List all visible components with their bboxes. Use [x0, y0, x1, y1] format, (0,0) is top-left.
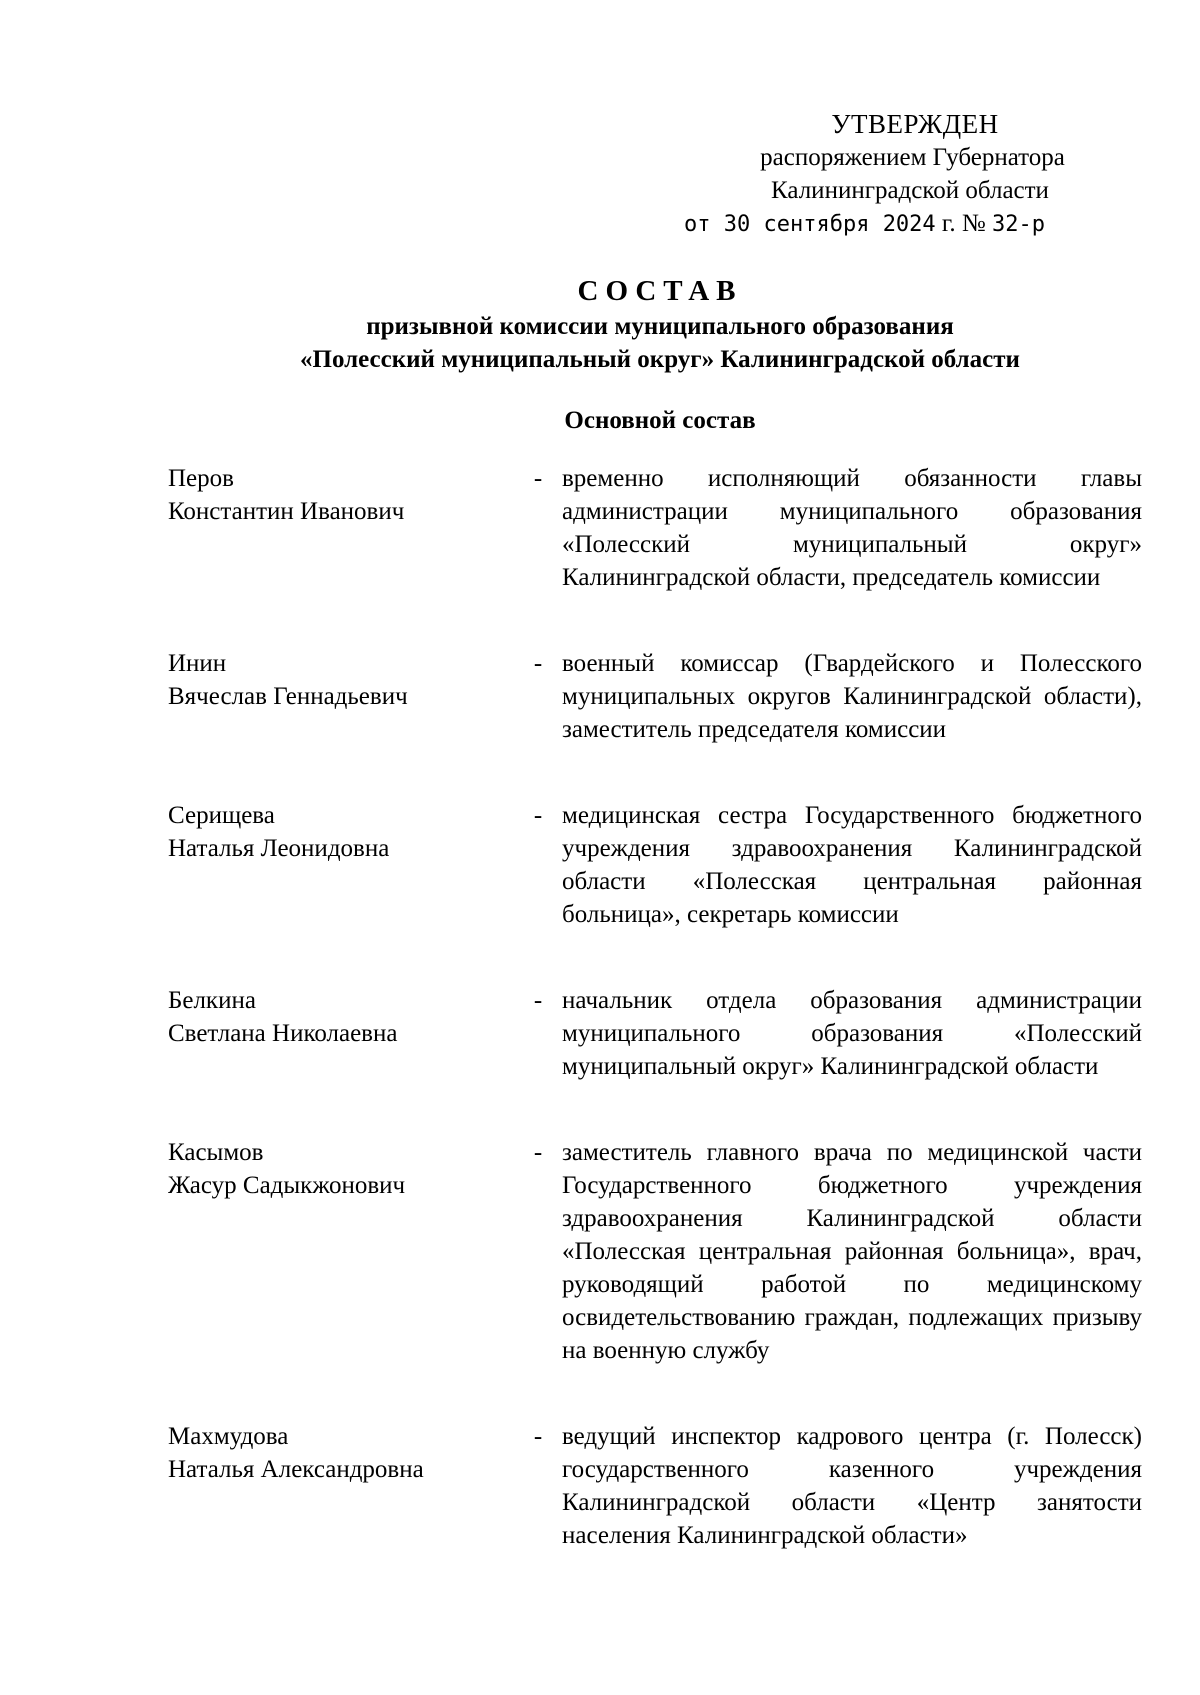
members-list [168, 462, 1158, 1605]
member-role [562, 1136, 1142, 1367]
member-dash: - [533, 987, 543, 1014]
member-surname: Касымов [168, 1139, 264, 1166]
member-surname: Махмудова [168, 1423, 289, 1450]
member-name [168, 1420, 518, 1552]
document-subtitle-2: «Полесский муниципальный округ» Калининградской области [300, 346, 1020, 373]
member-role [562, 1420, 1142, 1552]
member-row [168, 984, 1158, 1083]
approval-number: 32-р [991, 212, 1045, 237]
document-heading [170, 272, 1150, 376]
document-subtitle-1: призывной комиссии муниципального образования [366, 313, 954, 340]
member-row [168, 462, 1158, 594]
member-role-text: начальник отдела образования администрации муниципального образования «Полесский муниципальный округ» Калининградской области [562, 987, 1142, 1080]
approval-date-line [684, 207, 1160, 241]
approval-block [600, 108, 1160, 241]
member-role-text: медицинская сестра Государственного бюджетного учреждения здравоохранения Калининградской области «Полесская центральная районная больница», секретарь комиссии [562, 802, 1142, 928]
member-dash: - [533, 802, 543, 829]
member-role [562, 799, 1142, 931]
member-given-names: Наталья Леонидовна [168, 835, 390, 862]
section-title: Основной состав [564, 407, 756, 434]
member-role [562, 647, 1142, 746]
member-name [168, 462, 518, 594]
member-surname: Серищева [168, 802, 275, 829]
member-name [168, 799, 518, 931]
member-given-names: Светлана Николаевна [168, 1020, 398, 1047]
member-role-text: временно исполняющий обязанности главы администрации муниципального образования «Полесский муниципальный округ» Калининградской области, председатель комиссии [562, 465, 1142, 591]
document-title: СОСТАВ [577, 275, 743, 307]
approval-date-mid: г. № [935, 210, 992, 237]
member-dash: - [533, 1423, 543, 1450]
member-row [168, 799, 1158, 931]
approval-line-decree: распоряжением Губернатора [760, 144, 1065, 171]
member-row [168, 1420, 1158, 1552]
member-dash: - [533, 465, 543, 492]
member-surname: Белкина [168, 987, 256, 1014]
approval-line-region: Калининградской области [771, 177, 1049, 204]
approval-date-prefix: от [684, 212, 724, 237]
member-row [168, 647, 1158, 746]
member-given-names: Жасур Садыкжонович [168, 1172, 406, 1199]
member-given-names: Наталья Александровна [168, 1456, 424, 1483]
approval-date-value: 30 сентября 2024 [723, 212, 936, 237]
member-role-text: ведущий инспектор кадрового центра (г. Полесск) государственного казенного учреждения Калининградской области «Центр занятости населения Калининградской области» [562, 1423, 1142, 1549]
member-role [562, 984, 1142, 1083]
member-role [562, 462, 1142, 594]
member-dash: - [533, 650, 543, 677]
member-role-text: военный комиссар (Гвардейского и Полесского муниципальных округов Калининградской области), заместитель председателя комиссии [562, 650, 1142, 743]
member-dash: - [533, 1139, 543, 1166]
member-given-names: Константин Иванович [168, 498, 405, 525]
member-name [168, 984, 518, 1083]
member-role-text: заместитель главного врача по медицинской части Государственного бюджетного учреждения здравоохранения Калининградской области «Полесская центральная районная больница», врач, руководящий работой по медицинскому освидетельствованию граждан, подлежащих призыву на военную службу [562, 1139, 1142, 1364]
member-surname: Перов [168, 465, 234, 492]
member-name [168, 647, 518, 746]
approval-title: УТВЕРЖДЕН [831, 109, 999, 139]
member-row [168, 1136, 1158, 1367]
member-surname: Инин [168, 650, 227, 677]
member-given-names: Вячеслав Геннадьевич [168, 683, 408, 710]
member-name [168, 1136, 518, 1367]
